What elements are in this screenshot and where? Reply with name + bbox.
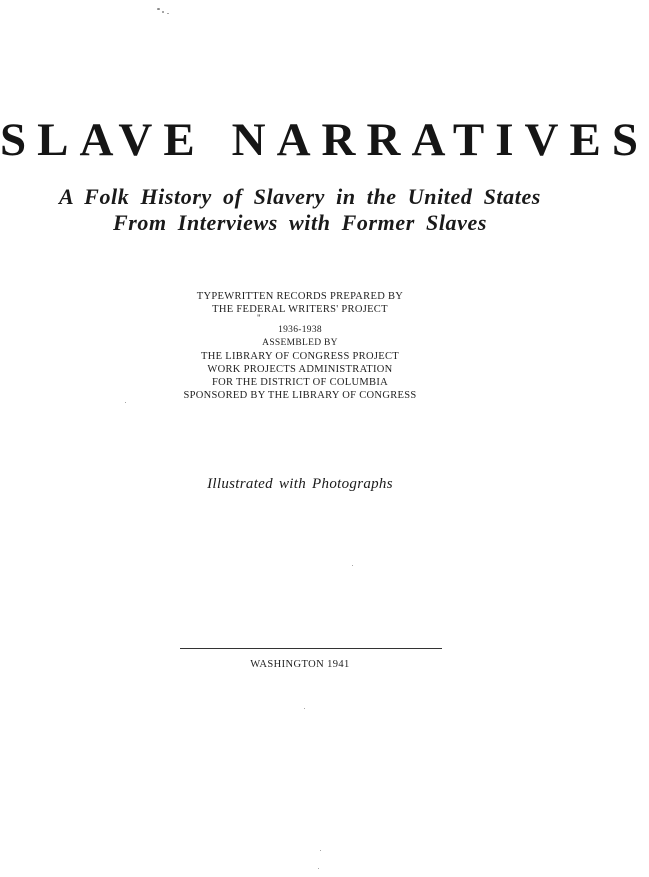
scan-speck	[167, 13, 169, 14]
records-line-2: THE FEDERAL WRITERS' PROJECT	[212, 304, 388, 315]
illustrated-note: Illustrated with Photographs	[207, 476, 393, 492]
scan-speck	[318, 868, 319, 869]
title-word-narratives: NARRATIVES	[231, 114, 649, 166]
horizontal-rule	[180, 648, 442, 649]
records-line-7: FOR THE DISTRICT OF COLUMBIA	[211, 377, 389, 388]
book-title	[0, 112, 649, 168]
scan-speck	[320, 850, 321, 851]
records-line-6: WORK PROJECTS ADMINISTRATION	[207, 364, 393, 375]
records-block	[0, 290, 600, 402]
ditto-mark: "	[257, 313, 261, 323]
scan-speck	[304, 708, 305, 709]
records-years: 1936-1938	[278, 325, 322, 335]
imprint-line: WASHINGTON 1941	[250, 659, 350, 670]
records-line-5: THE LIBRARY OF CONGRESS PROJECT	[201, 351, 399, 362]
records-line-8: SPONSORED BY THE LIBRARY OF CONGRESS	[183, 390, 417, 401]
scan-speck	[157, 8, 160, 10]
subtitle-line-1: A Folk History of Slavery in the United States	[59, 184, 541, 209]
records-line-1: TYPEWRITTEN RECORDS PREPARED BY	[196, 291, 404, 302]
scan-speck	[125, 402, 126, 403]
scan-speck	[162, 11, 164, 13]
title-word-slave: SLAVE	[0, 114, 206, 166]
scan-speck	[352, 565, 353, 566]
subtitle-line-2: From Interviews with Former Slaves	[112, 210, 488, 235]
records-line-assembled: ASSEMBLED BY	[262, 338, 338, 348]
